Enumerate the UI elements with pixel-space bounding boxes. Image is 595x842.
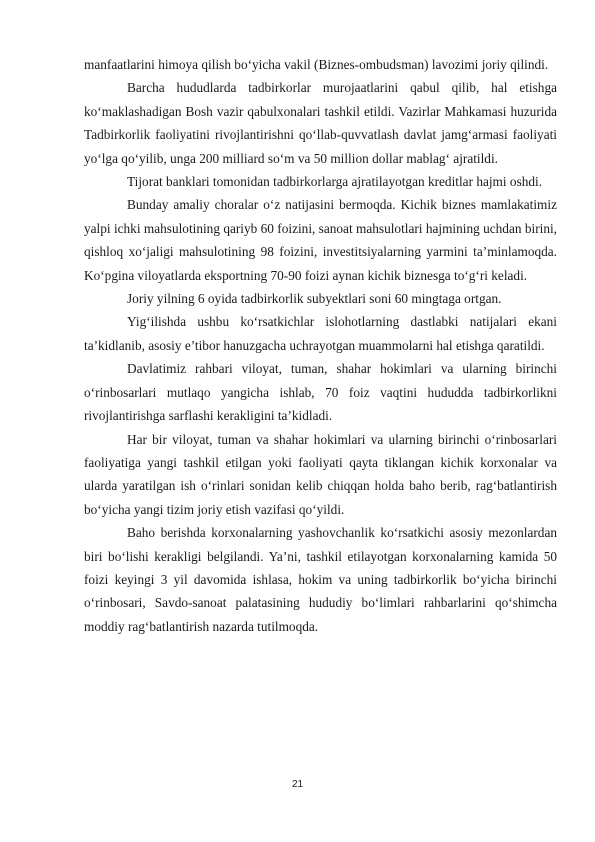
paragraph: Joriy yilning 6 oyida tadbirkorlik subyektlari soni 60 mingtaga ortgan.	[127, 291, 502, 307]
paragraph: Tijorat banklari tomonidan tadbirkorlarga ajratilayotgan kreditlar hajmi oshdi.	[127, 174, 543, 190]
paragraph: Yig‘ilishda ushbu ko‘rsatkichlar islohotlarning dastlabki natijalari ekani ta’kidlanib, asosiy e’tibor hanuzgacha uchrayotgan muammolarni hal etishga qaratildi.	[84, 314, 557, 353]
paragraph: Baho berishda korxonalarning yashovchanlik ko‘rsatkichi asosiy mezonlardan biri bo‘lishi kerakligi belgilandi. Ya’ni, tashkil etilayotgan korxonalarning kamida 50 foizi keyingi 3 yil davomida ishlasa, hokim va uning tadbirkorlik bo‘yicha birinchi o‘rinbosari, Savdo-sanoat palatasining hududiy bo‘limlari rahbarlarini qo‘shimcha moddiy rag‘batlantirish nazarda tutilmoqda.	[84, 525, 557, 634]
paragraph: manfaatlarini himoya qilish bo‘yicha vakil (Biznes-ombudsman) lavozimi joriy qilindi.	[84, 57, 549, 72]
document-body	[84, 53, 557, 638]
paragraph: Davlatimiz rahbari viloyat, tuman, shahar hokimlari va ularning birinchi o‘rinbosarlari mutlaqo yangicha ishlab, 70 foiz vaqtini hududda tadbirkorlikni rivojlantirishga sarflashi kerakligini ta’kidladi.	[84, 361, 557, 424]
paragraph: Har bir viloyat, tuman va shahar hokimlari va ularning birinchi o‘rinbosarlari faoliyatiga yangi tashkil etilgan yoki faoliyati qayta tiklangan kichik korxonalar va ularda yaratilgan ish o‘rinlari sonidan kelib chiqqan holda baho berib, rag‘batlantirish bo‘yicha yangi tizim joriy etish vazifasi qo‘yildi.	[84, 431, 557, 517]
paragraph: Barcha hududlarda tadbirkorlar murojaatlarini qabul qilib, hal etishga ko‘maklashadigan Bosh vazir qabulxonalari tashkil etildi. Vazirlar Mahkamasi huzurida Tadbirkorlik faoliyatini rivojlantirishni qo‘llab-quvvatlash davlat jamg‘armasi faoliyati yo‘lga qo‘yilib, unga 200 milliard so‘m va 50 million dollar mablag‘ ajratildi.	[84, 80, 557, 166]
paragraph: Bunday amaliy choralar o‘z natijasini bermoqda. Kichik biznes mamlakatimiz yalpi ichki mahsulotining qariyb 60 foizini, sanoat mahsulotlari hajmining uchdan birini, qishloq xo‘jaligi mahsulotining 98 foizini, investitsiyalarning yarmini ta’minlamoqda. Ko‘pgina viloyatlarda eksportning 70-90 foizi aynan kichik biznesga to‘g‘ri keladi.	[84, 197, 557, 283]
page-number: 21	[291, 779, 304, 790]
